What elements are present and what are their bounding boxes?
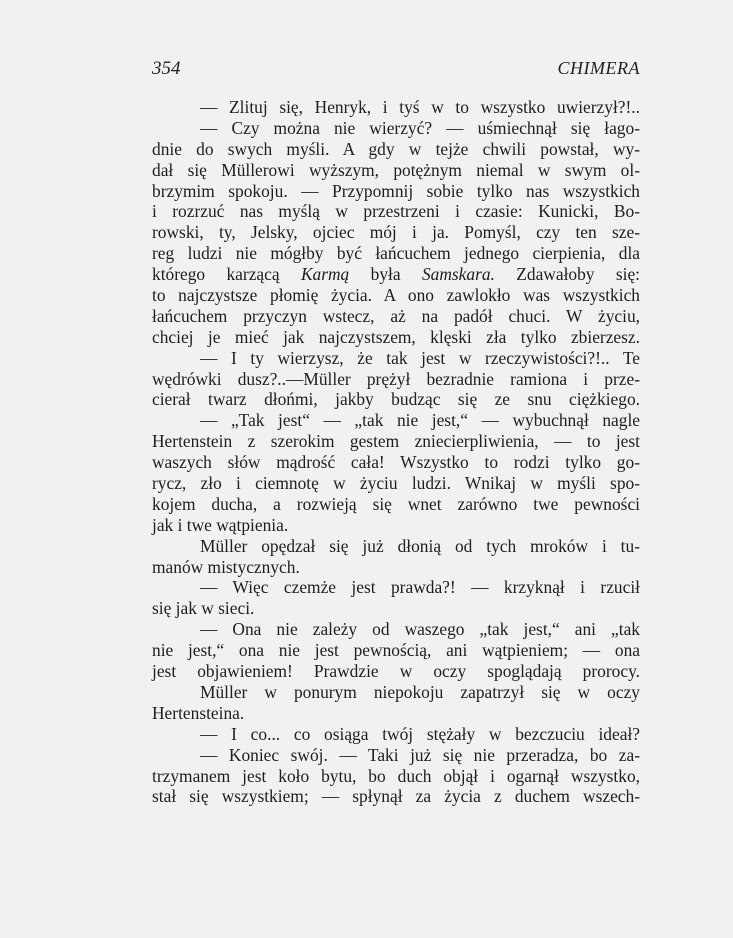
text-line: cierał twarz dłońmi, jakby budząc się ze snu ciężkiego. xyxy=(152,389,640,410)
text-line: rycz, zło i ciemnotę w życiu ludzi. Wnikaj w myśli spo- xyxy=(152,473,640,494)
text-line: nie jest,“ ona nie jest pewnością, ani wątpieniem; — ona xyxy=(152,640,640,661)
text-line: — I ty wierzysz, że tak jest w rzeczywistości?!.. Te xyxy=(200,347,640,368)
text-line: reg ludzi nie mógłby być łańcuchem jednego cierpienia, dla xyxy=(152,243,640,264)
italic-term: Samskara. xyxy=(421,264,495,285)
text-line: Hertenstein z szerokim gestem zniecierpliwienia, — to jest xyxy=(152,431,640,452)
text-line xyxy=(152,264,640,285)
text-line: manów mistycznych. xyxy=(152,556,300,577)
page-header xyxy=(152,58,640,84)
text-line: dnie do swych myśli. A gdy w tejże chwili powstał, wy- xyxy=(152,138,640,159)
text-line: — I co... co osiąga twój stężały w bezczuciu ideał? xyxy=(200,723,640,744)
text-line: — Zlituj się, Henryk, i tyś w to wszystko uwierzył?!.. xyxy=(200,97,640,117)
text-span: którego karzącą xyxy=(152,264,301,285)
text-line: to najczystsze płomię życia. A ono zawlokło was wszystkich xyxy=(152,285,640,306)
text-line: stał się wszystkiem; — spłynął za życia z duchem wszech- xyxy=(152,786,640,807)
italic-term: Karmą xyxy=(300,264,350,285)
text-line: łańcuchem przyczyn wstecz, aż na padół chuci. W życiu, xyxy=(152,305,640,326)
text-line: kojem ducha, a rozwieją się wnet zarówno twe pewności xyxy=(152,493,640,514)
text-line: waszych słów mądrość cała! Wszystko to rodzi tylko go- xyxy=(152,452,640,473)
text-line: — „Tak jest“ — „tak nie jest,“ — wybuchnął nagle xyxy=(200,410,640,431)
text-line: wędrówki dusz?..—Müller prężył bezradnie ramiona i prze- xyxy=(152,368,640,389)
running-title: CHIMERA xyxy=(557,58,640,78)
text-line: — Ona nie zależy od waszego „tak jest,“ ani „tak xyxy=(200,619,640,640)
text-line: i rozrzuć nas myślą w przestrzeni i czasie: Kunicki, Bo- xyxy=(152,201,640,222)
text-line: — Więc czemże jest prawda?! — krzyknął i rzucił xyxy=(200,577,640,598)
text-span: Zdawałoby się: xyxy=(494,264,640,285)
text-line: Müller w ponurym niepokoju zapatrzył się w oczy xyxy=(200,681,640,702)
text-line: — Koniec swój. — Taki już się nie przeradza, bo za- xyxy=(200,744,640,765)
text-line: jest objawieniem! Prawdzie w oczy spoglądają prorocy. xyxy=(152,661,640,682)
text-line: jak i twe wątpienia. xyxy=(152,514,289,535)
text-line: się jak w sieci. xyxy=(152,598,255,619)
text-line: chciej je mieć jak najczystszem, klęski zła tylko zbierzesz. xyxy=(152,326,640,347)
text-span: była xyxy=(349,264,422,285)
text-line: brzymim spokoju. — Przypomnij sobie tylko nas wszystkich xyxy=(152,180,640,201)
body-text xyxy=(152,97,640,807)
text-line: Müller opędzał się już dłonią od tych mroków i tu- xyxy=(200,535,640,556)
page-number: 354 xyxy=(152,58,181,79)
text-line: dał się Müllerowi wyższym, potężnym niemal w swym ol- xyxy=(152,159,640,180)
text-line: Hertensteina. xyxy=(152,702,245,723)
text-line: — Czy można nie wierzyć? — uśmiechnął się łago- xyxy=(200,117,640,138)
text-line: trzymanem jest koło bytu, bo duch objął i ogarnął wszystko, xyxy=(152,765,640,786)
text-line: rowski, ty, Jelsky, ojciec mój i ja. Pomyśl, czy ten sze- xyxy=(152,222,640,243)
